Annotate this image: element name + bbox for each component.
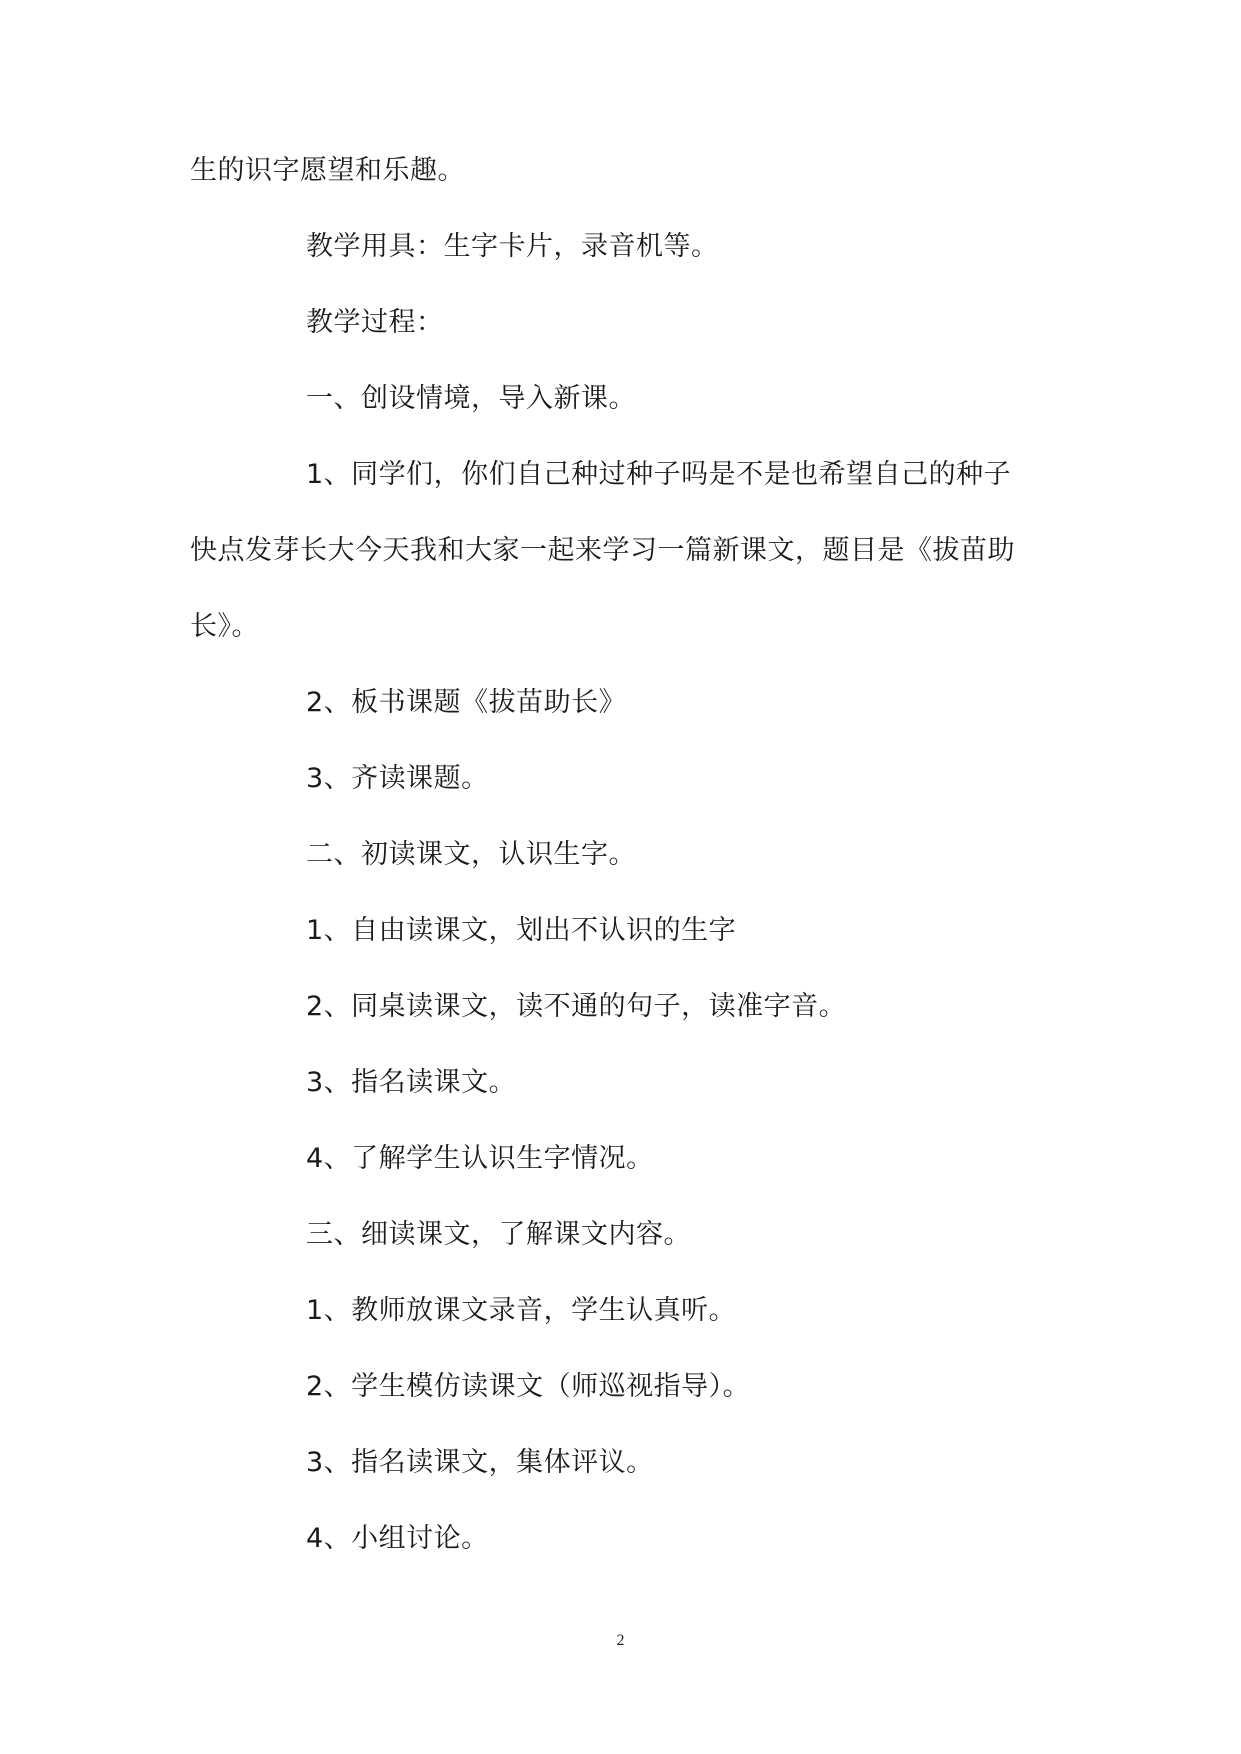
text-line-item-1-3: 3、齐读课题。 — [306, 763, 489, 794]
text-line-teaching-tools: 教学用具：生字卡片，录音机等。 — [306, 231, 719, 262]
text-line-item-1-2: 2、板书课题《拔苗助长》 — [306, 687, 627, 718]
section-heading-1: 一、创设情境，导入新课。 — [306, 383, 636, 414]
text-line-item-2-2: 2、同桌读课文，读不通的句子，读准字音。 — [306, 991, 847, 1022]
text-line-item-3-4: 4、小组讨论。 — [306, 1523, 489, 1554]
text-line-item-3-3: 3、指名读课文，集体评议。 — [306, 1447, 654, 1478]
section-heading-2: 二、初读课文，认识生字。 — [306, 839, 636, 870]
text-line-item-2-4: 4、了解学生认识生字情况。 — [306, 1143, 654, 1174]
text-line-continuation: 生的识字愿望和乐趣。 — [190, 155, 465, 186]
text-line-item-2-1: 1、自由读课文，划出不认识的生字 — [306, 915, 737, 946]
text-line-item-2-3: 3、指名读课文。 — [306, 1067, 517, 1098]
page-number: 2 — [616, 1632, 625, 1649]
text-line-item-1-1-end: 长》。 — [190, 611, 259, 642]
section-heading-3: 三、细读课文，了解课文内容。 — [306, 1219, 691, 1250]
text-line-process-heading: 教学过程： — [306, 307, 444, 338]
text-line-item-3-1: 1、教师放课文录音，学生认真听。 — [306, 1295, 737, 1326]
text-line-item-1-1: 1、同学们，你们自己种过种子吗是不是也希望自己的种子 — [306, 459, 1012, 490]
text-line-item-1-1-cont: 快点发芽长大今天我和大家一起来学习一篇新课文，题目是《拔苗助 — [190, 535, 1015, 566]
text-line-item-3-2: 2、学生模仿读课文（师巡视指导）。 — [306, 1371, 751, 1402]
